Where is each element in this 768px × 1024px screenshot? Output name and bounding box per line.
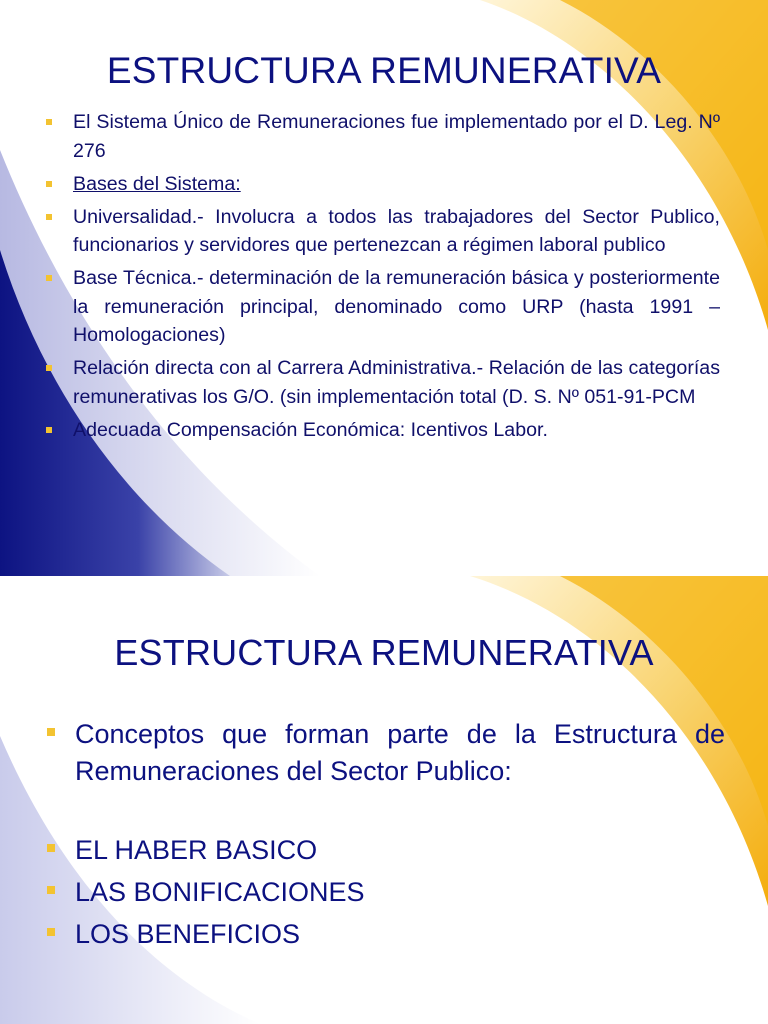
square-bullet-icon bbox=[47, 844, 55, 852]
bullet-text: Adecuada Compensación Económica: Icentivos Labor. bbox=[73, 418, 548, 441]
bullet-text-underlined: Bases del Sistema: bbox=[73, 172, 241, 195]
slide-title: ESTRUCTURA REMUNERATIVA bbox=[114, 632, 654, 673]
bullet-item bbox=[73, 354, 720, 411]
bullet-text: Universalidad.- Involucra a todos las trabajadores del Sector Publico, funcionarios y servidores que pertenezcan a régimen laboral publico bbox=[73, 205, 720, 256]
bullet-text: Conceptos que forman parte de la Estructura de Remuneraciones del Sector Publico: bbox=[75, 719, 725, 786]
bullet-item bbox=[75, 832, 725, 869]
bullet-item bbox=[75, 716, 725, 790]
slide-title: ESTRUCTURA REMUNERATIVA bbox=[106, 50, 662, 91]
bullet-list bbox=[75, 716, 725, 958]
square-bullet-icon bbox=[46, 214, 52, 220]
bullet-item bbox=[73, 170, 720, 199]
bullet-item bbox=[73, 416, 720, 445]
bullet-text: El Sistema Único de Remuneraciones fue implementado por el D. Leg. Nº 276 bbox=[73, 111, 720, 162]
bullet-text: LAS BONIFICACIONES bbox=[75, 877, 365, 907]
square-bullet-icon bbox=[47, 886, 55, 894]
bullet-item bbox=[73, 108, 720, 165]
square-bullet-icon bbox=[47, 728, 55, 736]
bullet-text: LOS BENEFICIOS bbox=[75, 919, 301, 949]
square-bullet-icon bbox=[46, 181, 52, 187]
slide-2 bbox=[0, 576, 768, 1024]
square-bullet-icon bbox=[46, 427, 52, 433]
bullet-item bbox=[75, 874, 725, 911]
square-bullet-icon bbox=[46, 365, 52, 371]
bullet-text: Base Técnica.- determinación de la remuneración básica y posteriormente la remuneración principal, denominado como URP (hasta 1991 – Homologaciones) bbox=[73, 267, 720, 346]
bullet-item bbox=[73, 264, 720, 350]
bullet-text: EL HABER BASICO bbox=[75, 835, 318, 865]
square-bullet-icon bbox=[46, 275, 52, 281]
bullet-item bbox=[75, 916, 725, 953]
bullet-list bbox=[73, 108, 720, 449]
square-bullet-icon bbox=[47, 928, 55, 936]
bullet-text: Relación directa con al Carrera Administrativa.- Relación de las categorías remunerativas los G/O. (sin implementación total (D. S. Nº 051-91-PCM bbox=[73, 357, 720, 408]
bullet-item bbox=[73, 203, 720, 260]
square-bullet-icon bbox=[46, 119, 52, 125]
